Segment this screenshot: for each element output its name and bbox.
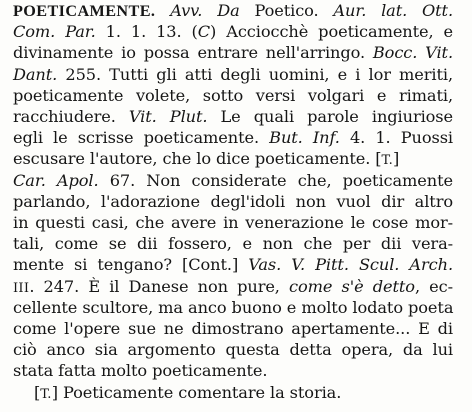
entry-text: . 247. È il Danese non pure, xyxy=(29,276,290,296)
entry-line xyxy=(13,42,453,64)
italic-citation: Da xyxy=(217,1,240,20)
headword: POETICAMENTE. xyxy=(13,2,156,20)
italic-citation: Avv. xyxy=(170,1,203,20)
entry-text: come l'opere sue ne dimostrano apertamente... E di xyxy=(13,319,453,338)
entry-text: mente si tengano? [Cont.] xyxy=(13,255,249,275)
entry-line xyxy=(13,297,453,319)
entry-text: cellente scultore, ma anco buono e molto lodato poeta xyxy=(13,297,454,317)
entry-line xyxy=(13,212,453,234)
entry-line xyxy=(13,64,453,86)
entry-line xyxy=(13,85,453,107)
entry-text xyxy=(202,1,217,20)
entry-line xyxy=(13,233,453,255)
entry-text: stata fatta molto poeticamente. xyxy=(13,361,268,381)
entry-text: Poetico xyxy=(239,1,314,20)
entry-text: [ xyxy=(34,382,41,402)
italic-citation: C xyxy=(197,22,211,42)
entry-text: , ec- xyxy=(414,276,453,296)
small-caps-abbreviation: T. xyxy=(381,153,394,169)
entry-text: Le quali parole ingiuriose xyxy=(207,107,453,126)
entry-line xyxy=(13,276,453,298)
italic-citation: Dant. xyxy=(13,64,58,84)
entry-text: ] xyxy=(393,149,400,169)
entry-text: escusare l'autore, che lo dice poeticamente. [ xyxy=(13,149,382,169)
entry-line xyxy=(13,0,453,22)
italic-citation: Car. Apol. xyxy=(13,170,99,190)
italic-citation: But. Inf. xyxy=(269,128,340,148)
entry-line xyxy=(13,191,453,213)
entry-text: 1. 1. 13. ( xyxy=(95,22,198,42)
entry-text: 255. Tutti gli atti degli uomini, e i lor meriti, xyxy=(57,64,453,84)
entry-line xyxy=(13,360,453,382)
entry-text: 4. 1. Puossi xyxy=(339,128,453,148)
entry-text: parlando, l'adorazione degl'idoli non vuol dir altro xyxy=(13,191,453,211)
entry-text: ciò anco sia argomento questa detta opera, da lui xyxy=(13,340,453,360)
small-caps-abbreviation: T. xyxy=(40,386,52,402)
entry-text: . xyxy=(313,1,334,20)
entry-text: racchiudere. xyxy=(13,107,129,126)
entry-line xyxy=(13,318,453,340)
italic-citation: Vas. V. Pitt. Scul. Arch. xyxy=(248,255,453,275)
italic-citation: Bocc. Vit. xyxy=(372,43,453,63)
entry-text: egli le scrisse poeticamente. xyxy=(13,128,270,148)
entry-text: divinamente io possa entrare nell'arringo. xyxy=(13,43,373,63)
entry-text: ] Poeticamente comentare la storia. xyxy=(51,382,342,402)
entry-text: ) Acciocchè poeticamente, e xyxy=(210,22,453,42)
entry-text: poeticamente volete, sotto versi volgari e rimati, xyxy=(13,85,453,105)
italic-citation: Com. Par. xyxy=(13,22,96,42)
italic-citation: Aur. lat. Ott. xyxy=(333,1,454,20)
italic-citation: Vit. Plut. xyxy=(128,107,208,126)
entry-line xyxy=(13,21,453,43)
entry-text: in questi casi, che avere in venerazione le cose mor- xyxy=(13,213,453,232)
entry-line xyxy=(13,254,453,276)
entry-text: tali, come se dii fossero, e non che per dii vera- xyxy=(13,234,453,254)
entry-text: 67. Non considerate che, poeticamente xyxy=(98,170,453,190)
entry-line xyxy=(13,170,453,192)
entry-line xyxy=(13,106,453,128)
entry-text xyxy=(155,1,170,20)
small-caps-abbreviation: III xyxy=(13,280,30,296)
entry-line xyxy=(13,127,453,149)
italic-citation: come s'è detto xyxy=(289,276,415,296)
entry-line xyxy=(13,339,453,361)
entry-line xyxy=(13,148,453,170)
entry-line xyxy=(34,382,453,404)
